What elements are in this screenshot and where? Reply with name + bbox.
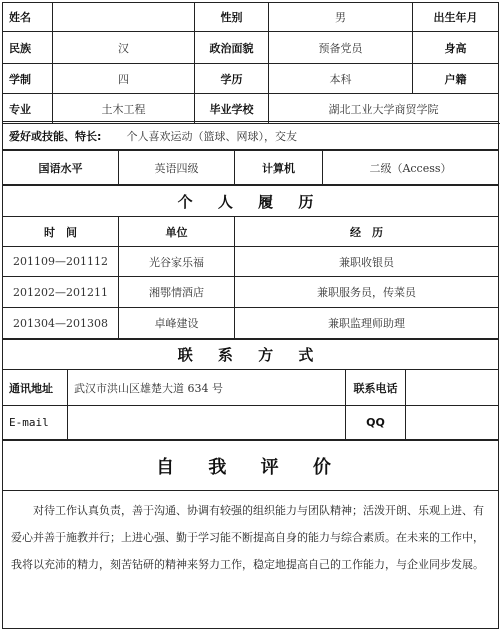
history-experience: 兼职服务员，传菜员	[235, 277, 499, 308]
gender-value: 男	[269, 3, 413, 32]
education-label: 学历	[195, 64, 269, 94]
evaluation-title: 自 我 评 价	[3, 441, 499, 491]
basic-info-table	[2, 2, 499, 124]
table-row	[3, 247, 499, 277]
contact-table	[2, 339, 499, 440]
basic-row-4	[3, 94, 499, 124]
contact-title: 联 系 方 式	[3, 340, 499, 370]
evaluation-text: 对待工作认真负责，善于沟通、协调有较强的组织能力与团队精神；活泼开朗、乐观上进、有爱心并善于施教并行；上进心强、勤于学习能不断提高自身的能力与综合素质。在未来的工作中，我将以充沛的精力，刻苦钻研的精神来努力工作，稳定地提高自己的工作能力，与企业同步发展。	[11, 504, 484, 571]
phone-label: 联系电话	[346, 370, 406, 406]
qq-label: QQ	[346, 406, 406, 440]
political-label: 政治面貌	[195, 32, 269, 64]
major-label: 专业	[3, 94, 53, 124]
hobbies-table	[2, 121, 499, 150]
history-header-time: 时 间	[3, 217, 119, 247]
email-value	[68, 406, 346, 440]
ethnicity-label: 民族	[3, 32, 53, 64]
history-period: 201202—201211	[3, 277, 119, 308]
history-header-unit: 单位	[119, 217, 235, 247]
history-experience: 兼职收银员	[235, 247, 499, 277]
history-header-experience: 经 历	[235, 217, 499, 247]
political-value: 预备党员	[269, 32, 413, 64]
table-row	[3, 277, 499, 308]
history-header-row	[3, 217, 499, 247]
language-value: 英语四级	[119, 151, 235, 185]
history-period: 201304—201308	[3, 308, 119, 339]
language-label: 国语水平	[3, 151, 119, 185]
email-label: E-mail	[3, 406, 68, 440]
qq-value	[406, 406, 499, 440]
hobbies-label: 爱好或技能、特长:	[3, 122, 123, 150]
address-value: 武汉市洪山区雄楚大道 634 号	[68, 370, 346, 406]
history-period: 201109—201112	[3, 247, 119, 277]
basic-row-3	[3, 64, 499, 94]
evaluation-table	[2, 440, 499, 629]
birth-label: 出生年月	[413, 3, 499, 32]
gender-label: 性别	[195, 3, 269, 32]
major-value: 土木工程	[53, 94, 195, 124]
address-label: 通讯地址	[3, 370, 68, 406]
hobbies-value: 个人喜欢运动（篮球、网球），交友	[123, 122, 499, 150]
table-row	[3, 308, 499, 339]
name-value	[53, 3, 195, 32]
basic-row-1	[3, 3, 499, 32]
history-title: 个 人 履 历	[3, 186, 499, 217]
history-unit: 湘鄂情酒店	[119, 277, 235, 308]
height-label: 身高	[413, 32, 499, 64]
history-table	[2, 185, 499, 339]
school-value: 湖北工业大学商贸学院	[269, 94, 499, 124]
evaluation-body	[3, 491, 499, 629]
computer-value: 二级（Access）	[323, 151, 499, 185]
education-value: 本科	[269, 64, 413, 94]
computer-label: 计算机	[235, 151, 323, 185]
skills-table	[2, 150, 499, 185]
history-unit: 卓峰建设	[119, 308, 235, 339]
schooling-label: 学制	[3, 64, 53, 94]
hukou-label: 户籍	[413, 64, 499, 94]
phone-value	[406, 370, 499, 406]
ethnicity-value: 汉	[53, 32, 195, 64]
history-experience: 兼职监理师助理	[235, 308, 499, 339]
basic-row-2	[3, 32, 499, 64]
name-label: 姓名	[3, 3, 53, 32]
history-unit: 光谷家乐福	[119, 247, 235, 277]
school-label: 毕业学校	[195, 94, 269, 124]
schooling-value: 四	[53, 64, 195, 94]
